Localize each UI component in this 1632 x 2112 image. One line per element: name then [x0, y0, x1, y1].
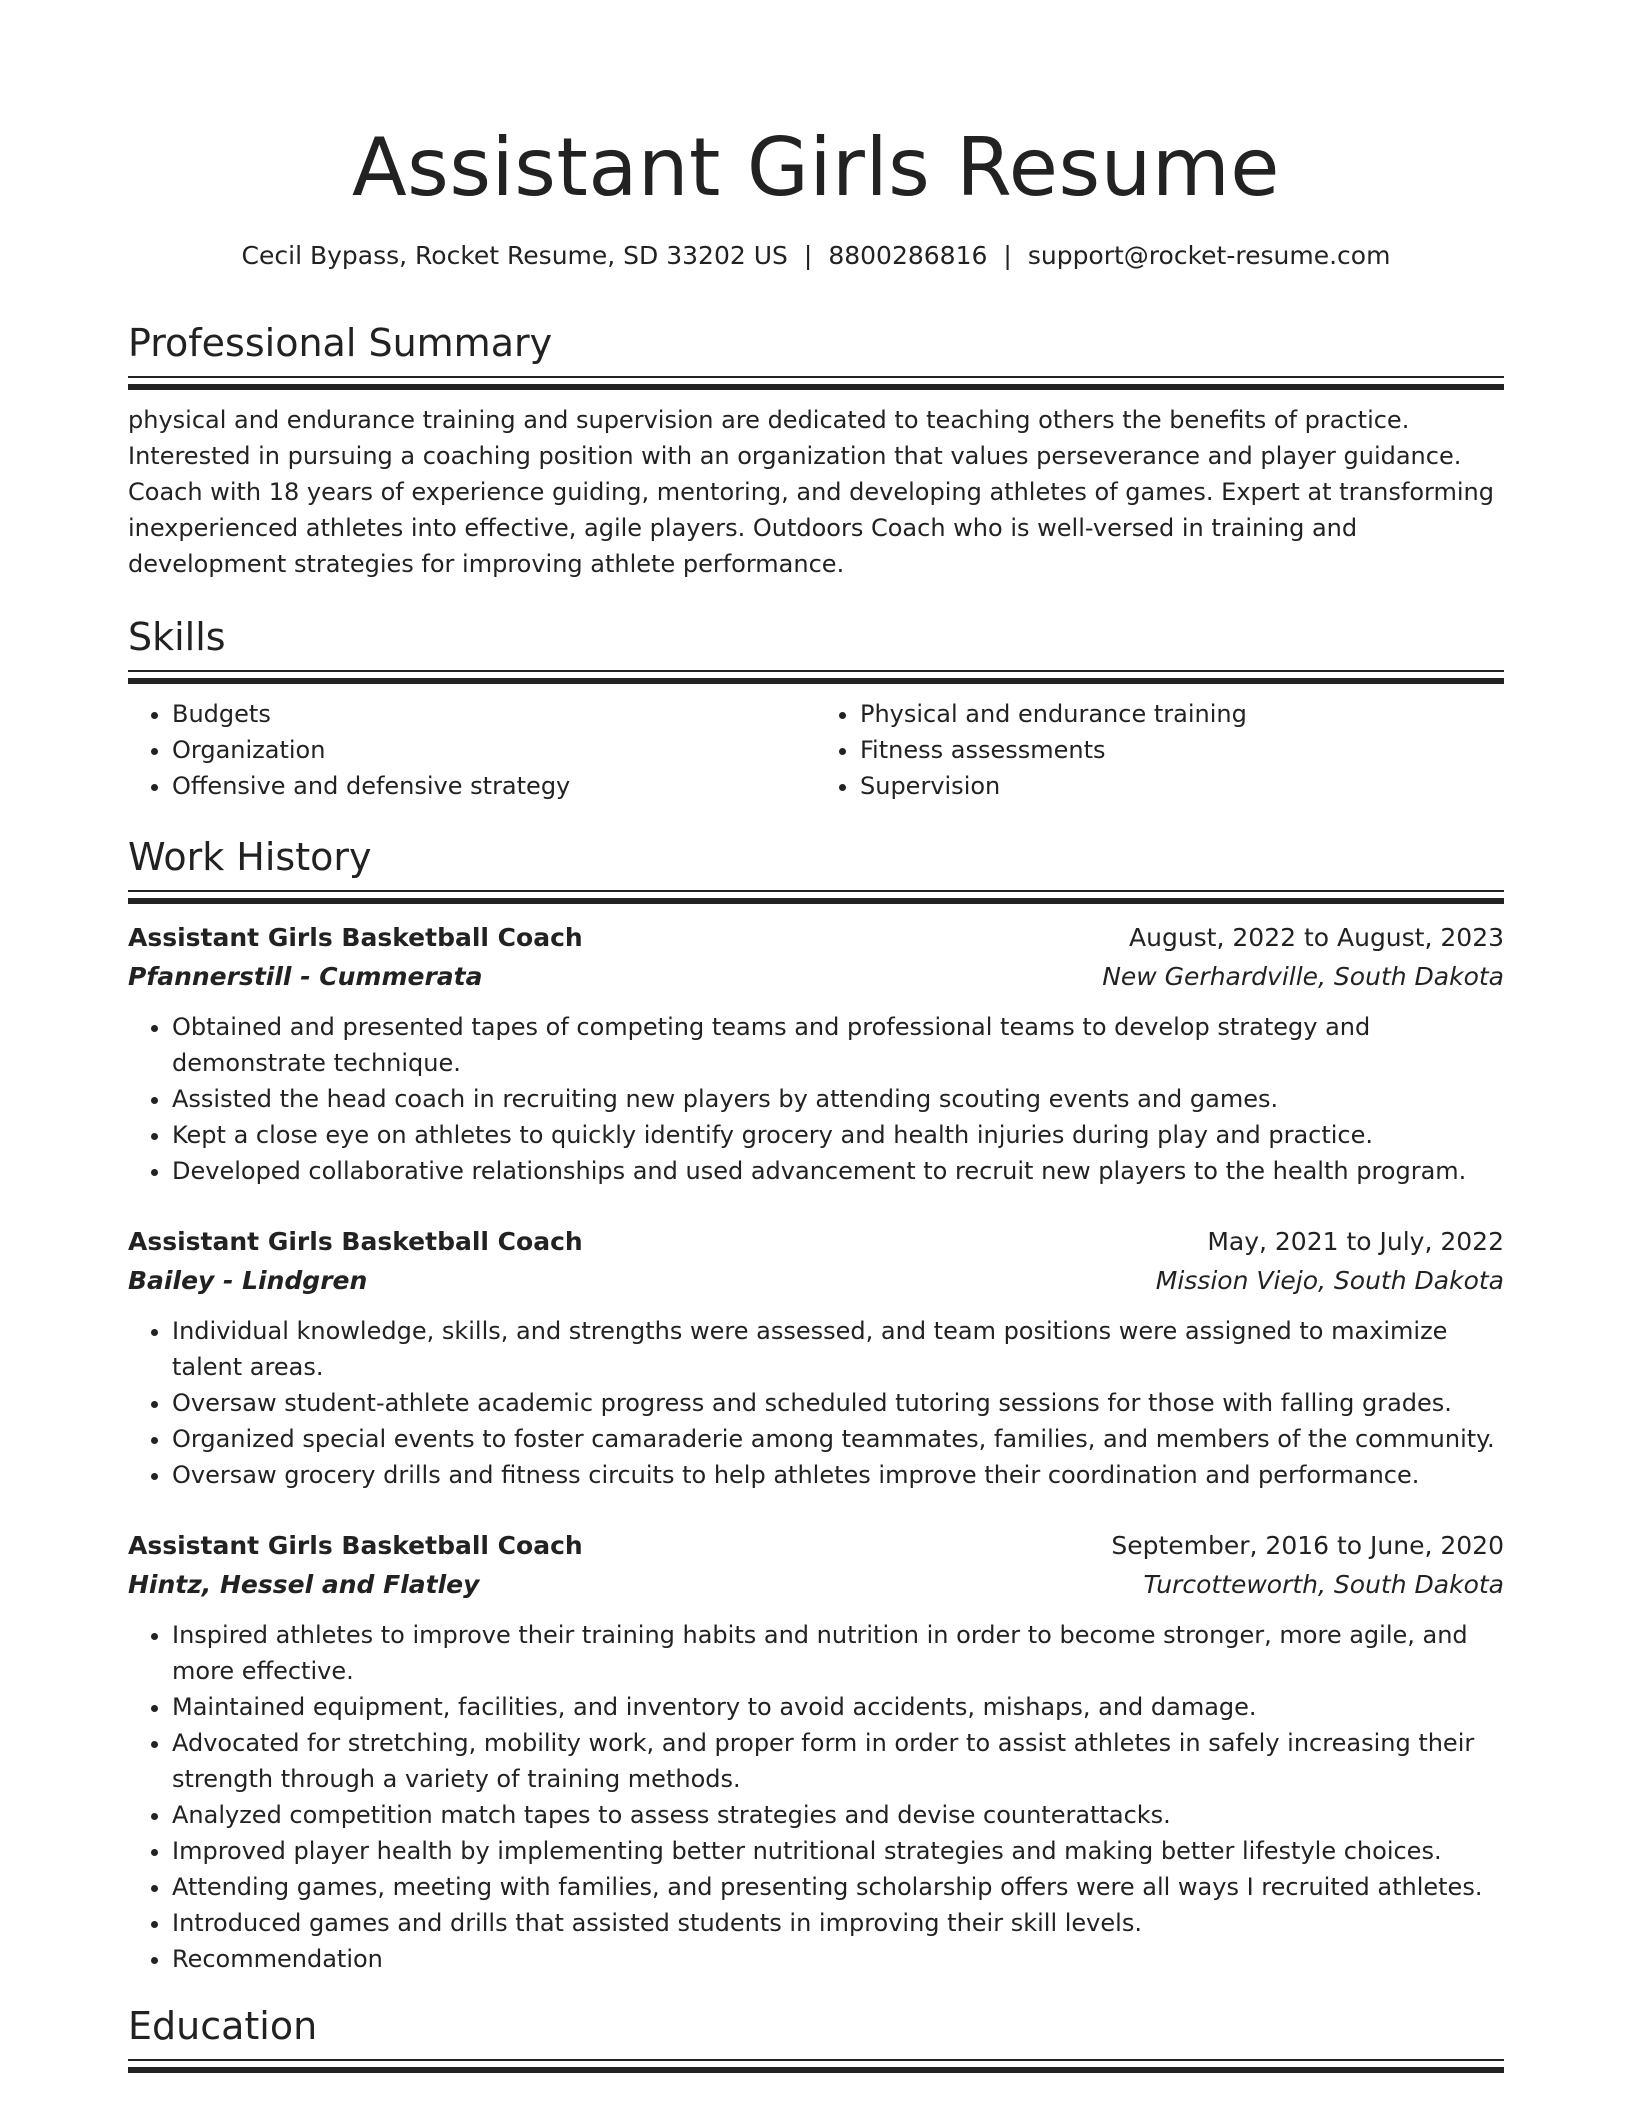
- job-duty: • Attending games, meeting with families, and presenting scholarship offers were all ways I recruited athletes.: [172, 1869, 1504, 1905]
- job-entry: [128, 919, 1504, 1189]
- job-location: New Gerhardville, South Dakota: [1102, 962, 1504, 991]
- job-dates: May, 2021 to July, 2022: [1207, 1227, 1504, 1256]
- job-duty: • Advocated for stretching, mobility work, and proper form in order to assist athletes in safely increasing their strength through a variety of training methods.: [172, 1725, 1504, 1797]
- job-duty: • Kept a close eye on athletes to quickly identify grocery and health injuries during play and practice.: [172, 1117, 1504, 1153]
- skills-column-left: [128, 696, 816, 804]
- contact-separator: |: [803, 241, 813, 270]
- skill-item: • Fitness assessments: [860, 732, 1504, 768]
- job-duty: • Recommendation: [172, 1941, 1504, 1977]
- skill-item: • Organization: [172, 732, 816, 768]
- job-entry: [128, 1527, 1504, 1977]
- resume-name: Assistant Girls Resume: [351, 121, 1281, 214]
- job-duties: [128, 1313, 1504, 1493]
- section-divider: [128, 376, 1504, 390]
- job-duty: • Developed collaborative relationships and used advancement to recruit new players to the health program.: [172, 1153, 1504, 1189]
- job-duty: • Inspired athletes to improve their training habits and nutrition in order to become stronger, more agile, and more effective.: [172, 1617, 1504, 1689]
- skill-item: • Budgets: [172, 696, 816, 732]
- skills-heading: Skills: [128, 615, 226, 659]
- job-duty: • Obtained and presented tapes of competing teams and professional teams to develop strategy and demonstrate technique.: [172, 1009, 1504, 1081]
- contact-line: [128, 238, 1504, 274]
- section-divider: [128, 670, 1504, 684]
- contact-email: support@rocket-resume.com: [1027, 241, 1391, 270]
- job-location: Turcotteworth, South Dakota: [1143, 1570, 1504, 1599]
- skills-list: [128, 696, 1504, 804]
- job-company: Bailey - Lindgren: [128, 1266, 368, 1295]
- job-entry: [128, 1223, 1504, 1493]
- skill-item: • Offensive and defensive strategy: [172, 768, 816, 804]
- job-duty: • Organized special events to foster camaraderie among teammates, families, and members of the community.: [172, 1421, 1504, 1457]
- job-title: Assistant Girls Basketball Coach: [128, 1227, 583, 1256]
- job-location: Mission Viejo, South Dakota: [1155, 1266, 1504, 1295]
- job-duty: • Improved player health by implementing better nutritional strategies and making better lifestyle choices.: [172, 1833, 1504, 1869]
- contact-phone: 8800286816: [828, 241, 988, 270]
- summary-heading: Professional Summary: [128, 321, 553, 365]
- job-duty: • Individual knowledge, skills, and strengths were assessed, and team positions were assigned to maximize talent areas.: [172, 1313, 1504, 1385]
- job-title: Assistant Girls Basketball Coach: [128, 923, 583, 952]
- job-duty: • Assisted the head coach in recruiting new players by attending scouting events and games.: [172, 1081, 1504, 1117]
- job-dates: August, 2022 to August, 2023: [1129, 923, 1504, 952]
- job-duties: [128, 1617, 1504, 1977]
- job-duty: • Oversaw student-athlete academic progress and scheduled tutoring sessions for those with falling grades.: [172, 1385, 1504, 1421]
- job-company: Hintz, Hessel and Flatley: [128, 1570, 480, 1599]
- job-duty: • Introduced games and drills that assisted students in improving their skill levels.: [172, 1905, 1504, 1941]
- job-duty: • Analyzed competition match tapes to assess strategies and devise counterattacks.: [172, 1797, 1504, 1833]
- summary-text: physical and endurance training and supervision are dedicated to teaching others the benefits of practice. Interested in pursuing a coaching position with an organization that values perseverance and player guidance. Coach with 18 years of experience guiding, mentoring, and developing athletes of games. Expert at transforming inexperienced athletes into effective, agile players. Outdoors Coach who is well-versed in training and development strategies for improving athlete performance.: [128, 406, 1494, 578]
- education-heading: Education: [128, 2004, 318, 2048]
- section-divider: [128, 2059, 1504, 2073]
- skill-item: • Supervision: [860, 768, 1504, 804]
- job-duties: [128, 1009, 1504, 1189]
- skill-item: • Physical and endurance training: [860, 696, 1504, 732]
- contact-separator: |: [1003, 241, 1012, 270]
- section-divider: [128, 890, 1504, 904]
- job-title: Assistant Girls Basketball Coach: [128, 1531, 583, 1560]
- job-duty: • Oversaw grocery drills and fitness circuits to help athletes improve their coordination and performance.: [172, 1457, 1504, 1493]
- job-duty: • Maintained equipment, facilities, and inventory to avoid accidents, mishaps, and damage.: [172, 1689, 1504, 1725]
- skills-column-right: [816, 696, 1504, 804]
- work-history-heading: Work History: [128, 835, 372, 879]
- job-dates: September, 2016 to June, 2020: [1111, 1531, 1504, 1560]
- contact-address: Cecil Bypass, Rocket Resume, SD 33202 US: [241, 241, 788, 270]
- job-company: Pfannerstill - Cummerata: [128, 962, 483, 991]
